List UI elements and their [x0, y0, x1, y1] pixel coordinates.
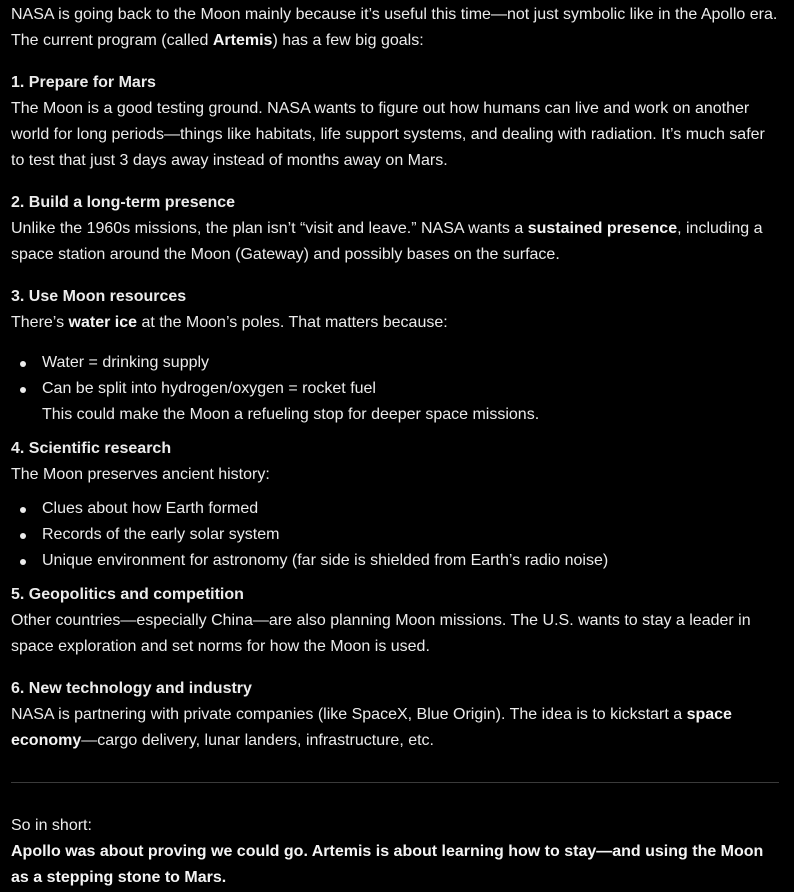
list-item-text: Clues about how Earth formed: [42, 500, 259, 517]
section-long-term-presence: [11, 190, 781, 268]
section-moon-resources: [11, 284, 781, 428]
summary-conclusion: [11, 839, 781, 891]
section-body-text: —cargo delivery, lunar landers, infrastructure, etc.: [81, 732, 434, 749]
section-body: The Moon is a good testing ground. NASA wants to figure out how humans can live and work on another world for long periods—things like habitats, life support systems, and dealing with radiation. It’s much safer to test that just 3 days away instead of months away on Mars.: [11, 100, 765, 169]
summary-conclusion-bold: Apollo was about proving we could go. Artemis is about learning how to stay—and using the Moon as a stepping stone to Mars.: [11, 843, 764, 886]
section-technology-industry: [11, 676, 781, 754]
intro-bold-artemis: Artemis: [212, 32, 273, 49]
bullet-list: [11, 350, 781, 402]
bullet-dot-icon: [20, 361, 26, 367]
section-body: [11, 310, 781, 336]
section-scientific-research: [11, 436, 781, 574]
section-body-text: NASA is partnering with private companies (like SpaceX, Blue Origin). The idea is to kickstart a: [11, 706, 687, 723]
section-body-text: , including a space station around the Moon (Gateway) and possibly bases on the surface.: [11, 220, 763, 263]
list-item: [11, 350, 781, 376]
intro-paragraph: [11, 2, 781, 54]
section-prepare-for-mars: [11, 70, 781, 174]
section-body-text: Unlike the 1960s missions, the plan isn’t “visit and leave.” NASA wants a: [11, 220, 528, 237]
section-heading: 1. Prepare for Mars: [11, 74, 156, 91]
section-body-bold: space economy: [11, 706, 732, 749]
list-item: [11, 548, 781, 574]
section-geopolitics: [11, 582, 781, 660]
section-body: Other countries—especially China—are also planning Moon missions. The U.S. wants to stay a leader in space exploration and set norms for how the Moon is used.: [11, 612, 751, 655]
list-continuation: This could make the Moon a refueling stop for deeper space missions.: [42, 406, 540, 423]
section-body-bold: sustained presence: [527, 220, 678, 237]
section-heading: 4. Scientific research: [11, 440, 172, 457]
list-item-text: Unique environment for astronomy (far side is shielded from Earth’s radio noise): [42, 552, 609, 569]
list-item-text: Water = drinking supply: [42, 354, 210, 371]
section-body: [11, 216, 781, 268]
section-body-text: There’s: [11, 314, 69, 331]
bullet-dot-icon: [20, 507, 26, 513]
intro-text-start: NASA is going back to the Moon mainly because it’s useful this time—not just symbolic like in the Apollo era. The current program (called: [11, 6, 778, 49]
section-heading: 2. Build a long-term presence: [11, 194, 236, 211]
list-item: [11, 496, 781, 522]
list-item-text: Records of the early solar system: [42, 526, 280, 543]
list-item: [11, 376, 781, 402]
section-body: [11, 702, 781, 754]
section-body-text: at the Moon’s poles. That matters because:: [137, 314, 448, 331]
list-item: [11, 522, 781, 548]
intro-text-end: ) has a few big goals:: [272, 32, 424, 49]
section-heading: 6. New technology and industry: [11, 680, 252, 697]
bullet-dot-icon: [20, 533, 26, 539]
section-heading: 3. Use Moon resources: [11, 288, 187, 305]
bullet-dot-icon: [20, 387, 26, 393]
list-item-text: Can be split into hydrogen/oxygen = rocket fuel: [42, 380, 376, 397]
section-body: The Moon preserves ancient history:: [11, 466, 270, 483]
assistant-message: [11, 2, 781, 891]
summary-lead: So in short:: [11, 817, 92, 834]
bullet-list: [11, 496, 781, 574]
section-heading: 5. Geopolitics and competition: [11, 586, 244, 603]
section-body-bold: water ice: [68, 314, 137, 331]
bullet-dot-icon: [20, 559, 26, 565]
